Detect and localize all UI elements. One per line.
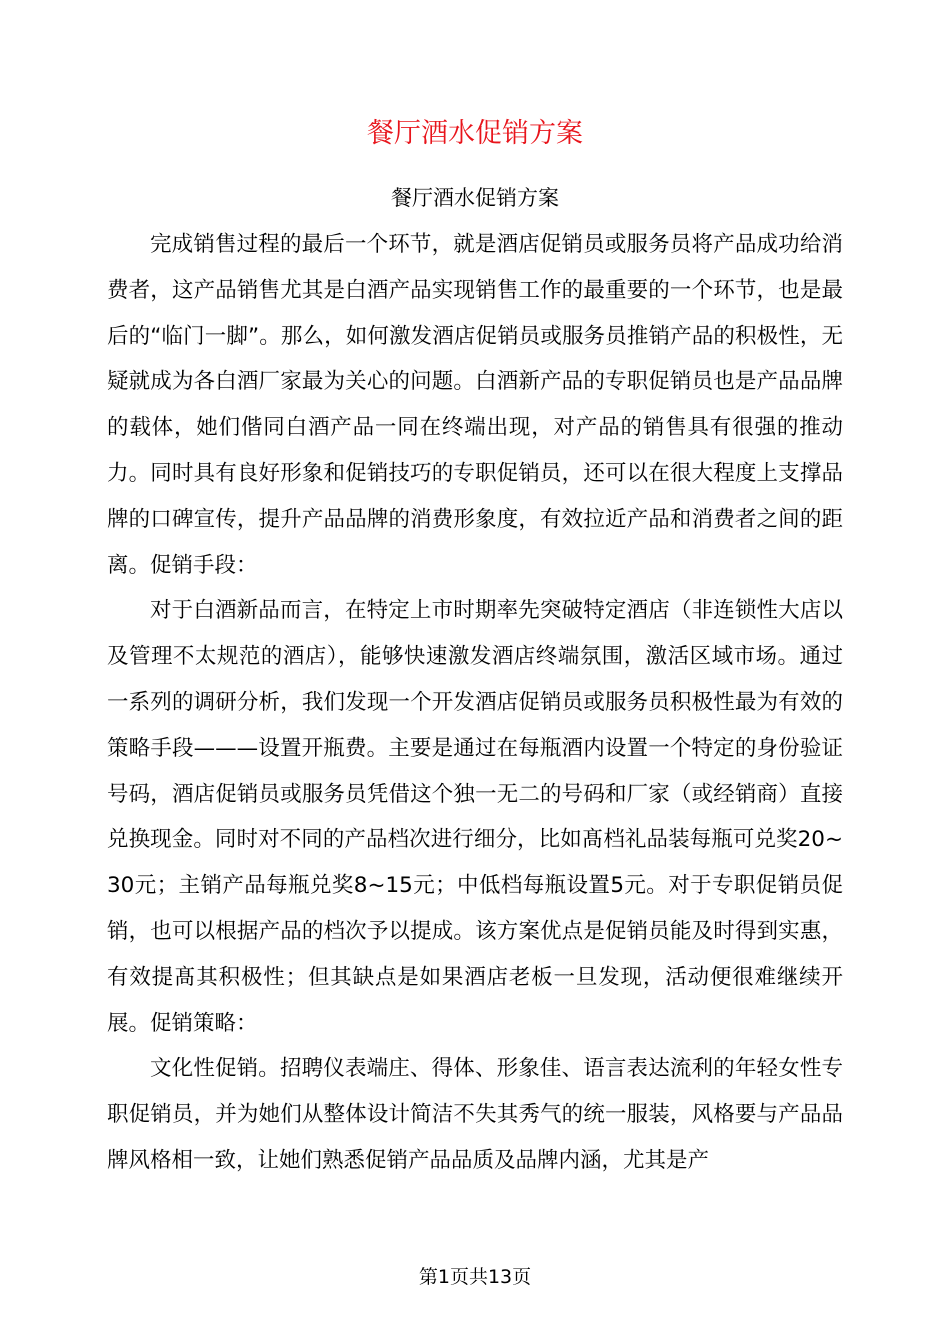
paragraph: 完成销售过程的最后一个环节，就是酒店促销员或服务员将产品成功给消费者，这产品销售尤其是白酒产品实现销售工作的最重要的一个环节，也是最后的“临门一脚”。那么，如何激发酒店促销员或服务员推销产品的积极性，无疑就成为各白酒厂家最为关心的问题。白酒新产品的专职促销员也是产品品牌的载体，她们偕同白酒产品一同在终端出现，对产品的销售具有很强的推动力。同时具有良好形象和促销技巧的专职促销员，还可以在很大程度上支撑品牌的口碑宣传，提升产品品牌的消费形象度，有效拉近产品和消费者之间的距离。促销手段： — [107, 232, 843, 578]
paragraph: 对于白酒新品而言，在特定上市时期率先突破特定酒店（非连锁性大店以及管理不太规范的酒店），能够快速激发酒店终端氛围，激活区域市场。通过一系列的调研分析，我们发现一个开发酒店促销员或服务员积极性最为有效的策略手段———设置开瓶费。主要是通过在每瓶酒内设置一个特定的身份验证号码，酒店促销员或服务员凭借这个独一无二的号码和厂家（或经销商）直接兑换现金。同时对不同的产品档次进行细分，比如髙档礼品装每瓶可兑奖20~30元；主销产品每瓶兑奖8~15元；中低档每瓶设置5元。对于专职促销员促销，也可以根据产品的档次予以提成。该方案优点是促销员能及时得到实惠，有效提髙其积极性；但其缺点是如果酒店老板一旦发现，活动便很难继续开展。促销策略： — [107, 598, 843, 1036]
page-number-footer: 第1页共13页 — [418, 1266, 532, 1288]
document-subtitle: 餐厅酒水促销方案 — [391, 186, 559, 210]
paragraph: 文化性促销。招聘仪表端庄、得体、形象佳、语言表达流利的年轻女性专职促销员，并为她们从整体设计简洁不失其秀气的统一服装，风格要与产品品牌风格相一致，让她们熟悉促销产品品质及品牌内涵，尤其是产 — [107, 1056, 843, 1173]
document-title: 餐厅酒水促销方案 — [367, 118, 583, 149]
document-body — [107, 222, 843, 1184]
